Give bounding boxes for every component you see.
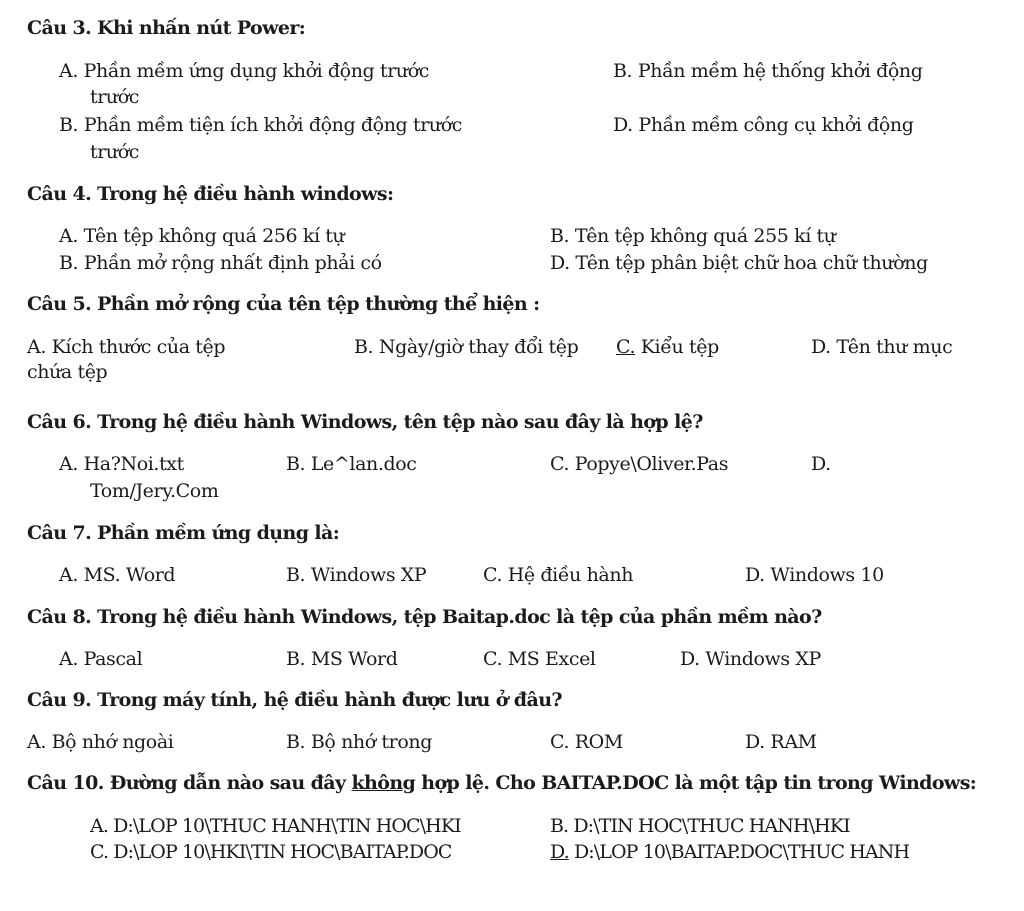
q10-title-end: hợp lệ. Cho BAITAP.DOC là một tập tin trong Windows:: [415, 772, 977, 794]
q6-option-d-cont: Tom/Jery.Com: [90, 480, 219, 502]
q3-option-d: D. Phần mềm công cụ khởi động: [613, 114, 914, 136]
q10-option-d-text: D:\LOP 10\BAITAP.DOC\THUC HANH: [573, 841, 910, 863]
q5-option-b: B. Ngày/giờ thay đổi tệp: [354, 336, 579, 358]
q10-option-d: [550, 839, 909, 865]
q6-option-b: B. Le^lan.doc: [286, 453, 417, 475]
q6-option-c: C. Popye\Oliver.Pas: [550, 453, 729, 475]
q7-option-d: D. Windows 10: [745, 564, 884, 586]
q5-option-a-cont: chứa tệp: [27, 361, 108, 383]
q3-option-a: A. Phần mềm ứng dụng khởi động trước: [59, 60, 429, 82]
q10-option-c: C. D:\LOP 10\HKI\TIN HOC\BAITAP.DOC: [90, 841, 452, 863]
q5-option-c-letter: C.: [616, 336, 636, 358]
q7-option-a: A. MS. Word: [59, 564, 176, 586]
q8-option-c: C. MS Excel: [483, 648, 596, 670]
q10-title-start: Câu 10. Đường dẫn nào sau đây: [27, 772, 352, 794]
q10-option-d-letter: D.: [550, 841, 569, 863]
q5-option-d: D. Tên thư mục: [811, 336, 953, 358]
q10-title-emphasis: không: [351, 772, 416, 794]
q8-option-d: D. Windows XP: [680, 648, 821, 670]
question-6-title: Câu 6. Trong hệ điều hành Windows, tên tệp nào sau đây là hợp lệ?: [27, 411, 703, 433]
question-4-title: Câu 4. Trong hệ điều hành windows:: [27, 183, 394, 205]
q3-option-b: B. Phần mềm hệ thống khởi động: [613, 60, 923, 82]
question-9-title: Câu 9. Trong máy tính, hệ điều hành được lưu ở đâu?: [27, 689, 562, 711]
q3-option-c-cont: trước: [90, 141, 140, 163]
q10-option-b: B. D:\TIN HOC\THUC HANH\HKI: [550, 815, 850, 837]
q8-option-b: B. MS Word: [286, 648, 398, 670]
question-7-title: Câu 7. Phần mềm ứng dụng là:: [27, 522, 340, 544]
q6-option-d: D.: [811, 453, 831, 475]
question-10-title: [27, 771, 976, 795]
question-3-title: Câu 3. Khi nhấn nút Power:: [27, 17, 306, 39]
q9-option-b: B. Bộ nhớ trong: [286, 731, 432, 753]
q4-option-a: A. Tên tệp không quá 256 kí tự: [59, 225, 345, 247]
question-8-title: Câu 8. Trong hệ điều hành Windows, tệp Baitap.doc là tệp của phần mềm nào?: [27, 606, 822, 628]
q7-option-c: C. Hệ điều hành: [483, 564, 634, 586]
q10-option-a: A. D:\LOP 10\THUC HANH\TIN HOC\HKI: [90, 815, 461, 837]
q6-option-a: A. Ha?Noi.txt: [59, 453, 184, 475]
q3-option-a-cont: trước: [90, 86, 140, 108]
q4-option-c: B. Phần mở rộng nhất định phải có: [59, 252, 382, 274]
q5-option-c-text: Kiểu tệp: [640, 336, 719, 358]
q3-option-c: B. Phần mềm tiện ích khởi động động trước: [59, 114, 462, 136]
q5-option-c: [616, 334, 719, 360]
q5-option-a: A. Kích thước của tệp: [27, 336, 226, 358]
q9-option-d: D. RAM: [745, 731, 817, 753]
q7-option-b: B. Windows XP: [286, 564, 427, 586]
q9-option-a: A. Bộ nhớ ngoài: [27, 731, 174, 753]
q8-option-a: A. Pascal: [59, 648, 143, 670]
q4-option-d: D. Tên tệp phân biệt chữ hoa chữ thường: [550, 252, 928, 274]
q4-option-b: B. Tên tệp không quá 255 kí tự: [550, 225, 836, 247]
q9-option-c: C. ROM: [550, 731, 623, 753]
question-5-title: Câu 5. Phần mở rộng của tên tệp thường thể hiện :: [27, 293, 540, 315]
